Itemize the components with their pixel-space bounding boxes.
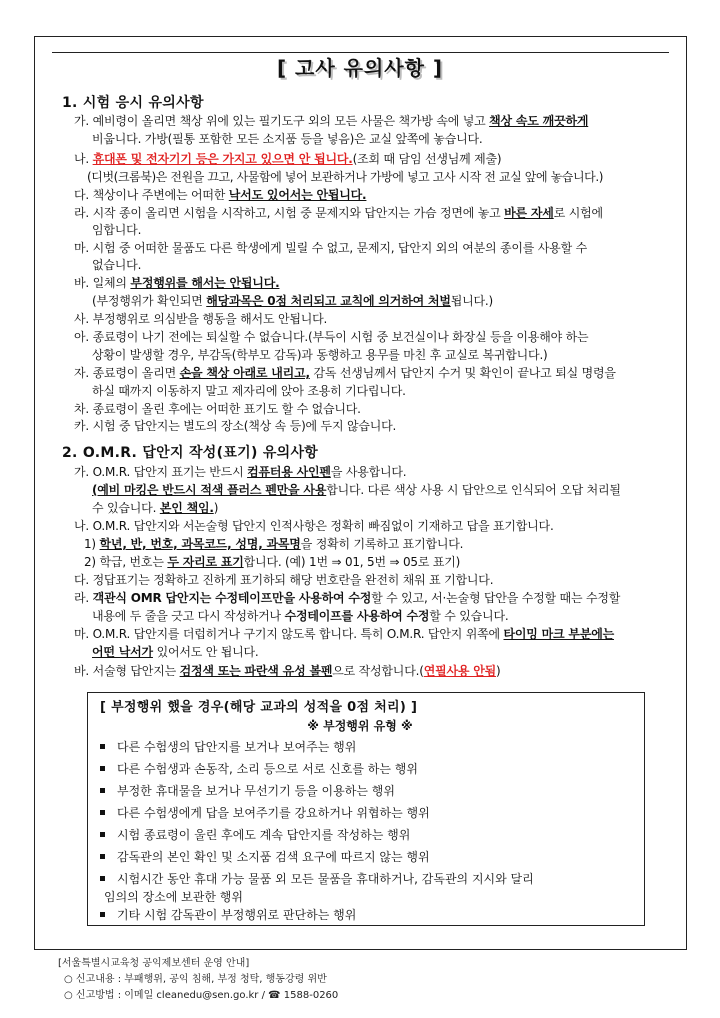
s1-line-a-cont: 상황이 발생할 경우, 부감독(학부모 감독)과 동행하고 용무를 마친 후 교실로 복귀합니다.) xyxy=(92,348,548,362)
s2-line-na-2: 2) 학급, 번호는 두 자리로 표기합니다. (예) 1번 ⇒ 01, 5번 ⇒ 05로 표기) xyxy=(84,555,461,569)
s1-line-ga: 가. 예비령이 올리면 책상 위에 있는 필기도구 외의 모든 사물은 책가방 속에 넣고 책상 속도 깨끗하게 xyxy=(74,114,589,128)
s2-line-ga-note: (예비 마킹은 반드시 적색 플러스 펜만을 사용합니다. 다른 색상 사용 시 답안으로 인식되어 오답 처리될 xyxy=(92,483,621,497)
page-title: [ 고사 유의사항 ] xyxy=(276,56,444,80)
s2-line-ga: 가. O.M.R. 답안지 표기는 반드시 컴퓨터용 사인펜을 사용합니다. xyxy=(74,465,407,479)
footer-report-method: ○ 신고방법 : 이메일 cleanedu@sen.go.kr / ☎ 1588-0260 xyxy=(64,990,339,1001)
s2-line-ra: 라. 객관식 OMR 답안지는 수정테이프만을 사용하여 수정할 수 있고, 서·논술형 답안을 수정할 때는 수정할 xyxy=(74,591,621,605)
s1-line-ma: 마. 시험 중 어떠한 물품도 다른 학생에게 빌릴 수 없고, 문제지, 답안지 외의 여분의 종이를 사용할 수 xyxy=(74,241,587,255)
s1-line-a: 아. 종료령이 나기 전에는 퇴실할 수 없습니다.(부득이 시험 중 보건실이나 화장실 등을 이용해야 하는 xyxy=(74,330,589,344)
footer-report-content: ○ 신고내용 : 부패행위, 공익 침해, 부정 청탁, 행동강령 위반 xyxy=(64,974,327,985)
s1-line-cha: 차. 종료령이 올린 후에는 어떠한 표기도 할 수 없습니다. xyxy=(74,402,361,416)
fraud-item: 시험 종료령이 울린 후에도 계속 답안지를 작성하는 행위 xyxy=(100,826,410,843)
s1-line-ba-note: (부정행위가 확인되면 해당과목은 0점 처리되고 교칙에 의거하여 처벌됩니다.) xyxy=(92,294,494,308)
fraud-item-cont: 임의의 장소에 보관한 행위 xyxy=(104,890,243,904)
s1-line-ra-cont: 임합니다. xyxy=(92,223,142,237)
s1-line-na: 나. 휴대폰 및 전자기기 등은 가지고 있으면 안 됩니다.(조회 때 담임 선생님께 제출) xyxy=(74,152,502,166)
s1-line-da: 다. 책상이나 주변에는 어떠한 낙서도 있어서는 안됩니다. xyxy=(74,188,367,202)
footer-org: [서울특별시교육청 공익제보센터 운영 안내] xyxy=(58,958,250,969)
bullet-icon xyxy=(100,744,105,749)
s1-line-ra: 라. 시작 종이 올리면 시험을 시작하고, 시험 중 문제지와 답안지는 가슴 정면에 놓고 바른 자세로 시험에 xyxy=(74,206,603,220)
s2-line-ga-note-cont: 수 있습니다. 본인 책임.) xyxy=(92,501,219,515)
s1-line-ma-cont: 없습니다. xyxy=(92,258,142,272)
s2-line-ma-cont: 어떤 낙서가 있어서도 안 됩니다. xyxy=(92,645,259,659)
s2-line-ra-cont: 내용에 두 줄을 긋고 다시 작성하거나 수정테이프를 사용하여 수정할 수 있습니다. xyxy=(92,609,509,623)
section1-heading: 1. 시험 응시 유의사항 xyxy=(62,95,204,111)
bullet-icon xyxy=(100,788,105,793)
fraud-item: 다른 수험생의 답안지를 보거나 보여주는 행위 xyxy=(100,738,356,755)
s2-line-na-1: 1) 학년, 반, 번호, 과목코드, 성명, 과목명을 정확히 기록하고 표기합니다. xyxy=(84,537,464,551)
bullet-icon xyxy=(100,766,105,771)
fraud-types-label: ※ 부정행위 유형 ※ xyxy=(307,719,413,733)
fraud-item: 다른 수험생과 손동작, 소리 등으로 서로 신호를 하는 행위 xyxy=(100,760,418,777)
section2-heading: 2. O.M.R. 답안지 작성(표기) 유의사항 xyxy=(62,445,319,461)
bullet-icon xyxy=(100,854,105,859)
s1-line-ba: 바. 일체의 부정행위를 해서는 안됩니다. xyxy=(74,276,280,290)
s1-line-na-note: (디벗(크롬북)은 전원을 끄고, 사물함에 넣어 보관하거나 가방에 넣고 고사 시작 전 교실 앞에 놓습니다.) xyxy=(87,170,604,184)
s1-line-ja: 자. 종료령이 올리면 손을 책상 아래로 내리고, 감독 선생님께서 답안지 수거 및 확인이 끝나고 퇴실 명령을 xyxy=(74,366,616,380)
bullet-icon xyxy=(100,876,105,881)
s2-line-ba: 바. 서술형 답안지는 검정색 또는 파란색 유성 볼펜으로 작성합니다.(연필사용 안됨) xyxy=(74,664,501,678)
s1-line-ja-cont: 하실 때까지 이동하지 말고 제자리에 앉아 조용히 기다립니다. xyxy=(92,384,406,398)
fraud-item: 기타 시험 감독관이 부정행위로 판단하는 행위 xyxy=(100,906,356,923)
s2-line-ma: 마. O.M.R. 답안지를 더럽히거나 구기지 않도록 합니다. 특히 O.M.R. 답안지 위쪽에 타이밍 마크 부분에는 xyxy=(74,627,614,641)
s1-line-sa: 사. 부정행위로 의심받을 행동을 해서도 안됩니다. xyxy=(74,312,328,326)
fraud-item: 부정한 휴대물을 보거나 무선기기 등을 이용하는 행위 xyxy=(100,782,395,799)
bullet-icon xyxy=(100,912,105,917)
s2-line-na: 나. O.M.R. 답안지와 서논술형 답안지 인적사항은 정확히 빠짐없이 기재하고 답을 표기합니다. xyxy=(74,519,554,533)
fraud-box-title: [ 부정행위 했을 경우(해당 교과의 성적을 0점 처리) ] xyxy=(100,700,418,715)
fraud-item: 시험시간 동안 휴대 가능 물품 외 모든 물품을 휴대하거나, 감독관의 지시와 달리 xyxy=(100,870,534,887)
fraud-item: 다른 수험생에게 답을 보여주기를 강요하거나 위협하는 행위 xyxy=(100,804,430,821)
s1-line-ga-cont: 비웁니다. 가방(필통 포함한 모든 소지품 등을 넣음)은 교실 앞쪽에 놓습니다. xyxy=(92,132,483,146)
bullet-icon xyxy=(100,810,105,815)
s1-line-ka: 카. 시험 중 답안지는 별도의 장소(책상 속 등)에 두지 않습니다. xyxy=(74,419,397,433)
fraud-item: 감독관의 본인 확인 및 소지품 검색 요구에 따르지 않는 행위 xyxy=(100,848,430,865)
bullet-icon xyxy=(100,832,105,837)
s2-line-da: 다. 정답표기는 정확하고 진하게 표기하되 해당 번호란을 완전히 채워 표 기합니다. xyxy=(74,573,494,587)
